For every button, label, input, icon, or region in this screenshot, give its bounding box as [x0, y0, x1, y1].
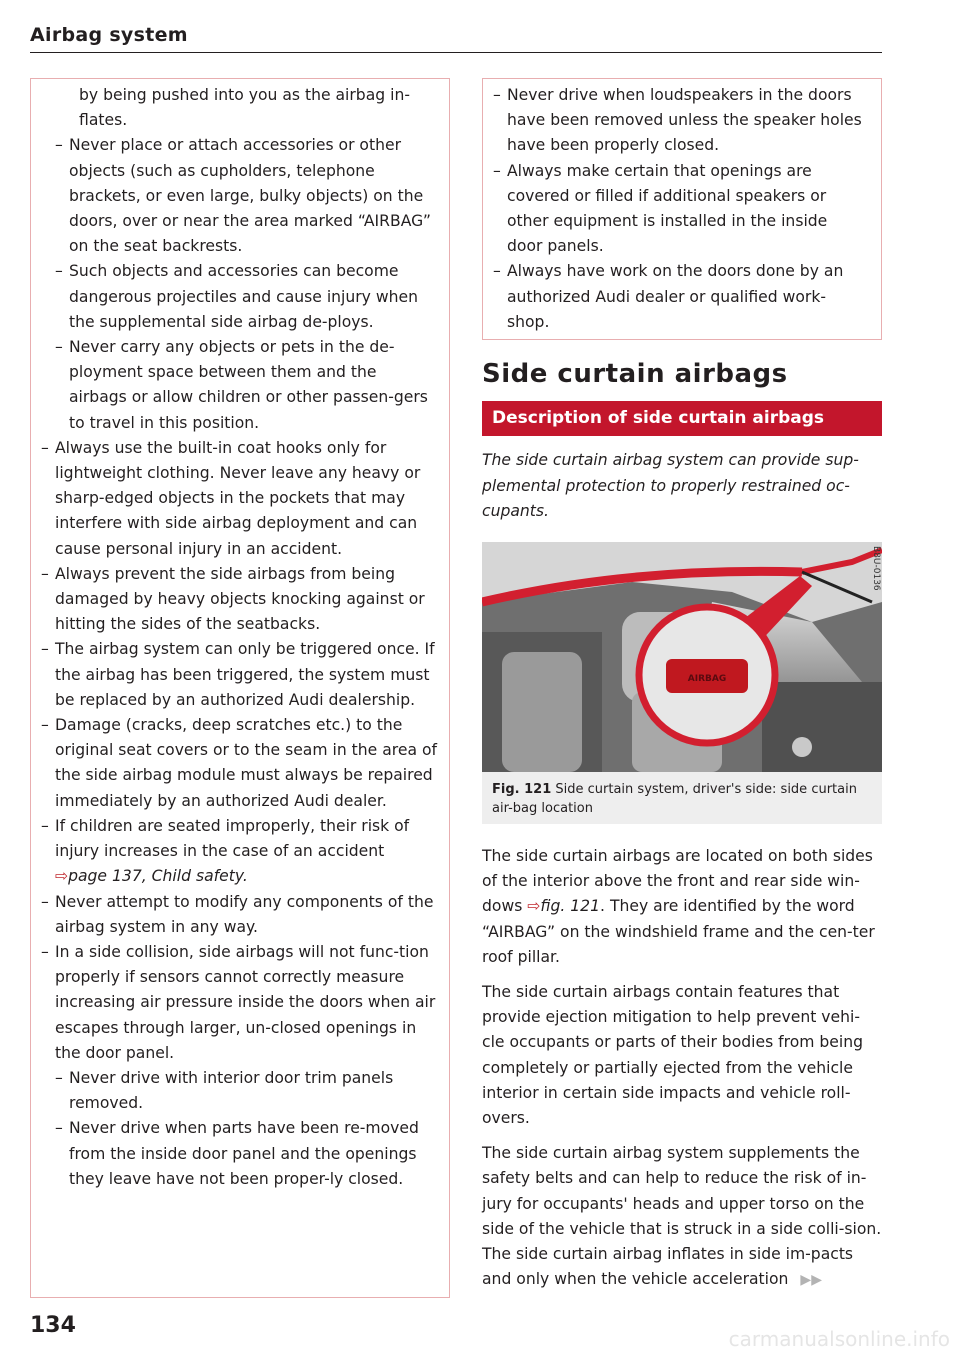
link-arrow-icon: ⇨ — [55, 867, 69, 886]
list-item: – Never place or attach accessories or other objects (such as cupholders, telephone brackets, or even large, bulky objects) on the doors, over or near the area marked “AIRBAG” on the seat backrests. — [55, 133, 437, 259]
list-item: – Always prevent the side airbags from being damaged by heavy objects knocking against or hitting the sides of the seatbacks. — [41, 562, 437, 638]
warning-intro-text: by being pushed into you as the airbag in-flates. — [79, 86, 410, 130]
children-item-text: If children are seated improperly, their risk of injury increases in the case of an accident — [55, 816, 410, 861]
continue-arrow-icon: ▶▶ — [800, 1272, 822, 1289]
warning-box-right — [482, 78, 882, 340]
figure-caption — [482, 772, 882, 824]
page-number: 134 — [30, 1313, 76, 1338]
list-item: – The airbag system can only be triggered once. If the airbag has been triggered, the system must be replaced by an authorized Audi dealership. — [41, 637, 437, 713]
list-item: – Never carry any objects or pets in the de-ployment space between them and the airbags or allow children or other passen-gers to travel in this position. — [55, 335, 437, 436]
header-rule — [30, 52, 882, 53]
list-item: – In a side collision, side airbags will not func-tion properly if sensors cannot correctly measure increasing air pressure inside the doors when air escapes through larger, un-closed openings in the door panel. — [41, 940, 437, 1066]
left-column — [30, 78, 450, 1298]
paragraph-text: The side curtain airbag system supplements the safety belts and can help to reduce the risk of in-jury for occupants' heads and upper torso on the side of the vehicle that is struck in a side colli-sion. The side curtain airbag inflates in side im-pacts and only when the vehicle acceleration — [482, 1144, 882, 1289]
list-item-children — [41, 814, 437, 890]
child-safety-link-text: page 137, Child safety. — [68, 867, 248, 886]
warning-sublist-2 — [55, 1066, 437, 1192]
list-item: – Such objects and accessories can become dangerous projectiles and cause injury when the supplemental side airbag de-ploys. — [55, 259, 437, 335]
figure-caption-label: Fig. 121 — [492, 782, 552, 798]
list-item: – Always make certain that openings are covered or filled if additional speakers or other equipment is installed in the inside door panels. — [493, 159, 867, 260]
warning-sublist-1 — [55, 133, 437, 435]
side-curtain-airbag-illustration — [482, 542, 882, 772]
watermark-text: carmanualsonline.info — [728, 1327, 950, 1351]
list-item: – Damage (cracks, deep scratches etc.) to the original seat covers or to the seam in the area of the side airbag module must always be repaired immediately by an authorized Audi dealer. — [41, 713, 437, 814]
list-item: – Never drive when loudspeakers in the doors have been removed unless the speaker holes have been properly closed. — [493, 83, 867, 159]
body-paragraph-2: The side curtain airbags contain features that provide ejection mitigation to help prevent vehi-cle occupants or parts of their bodies from being completely or partially ejected from the vehicle interior in certain side impacts and vehicle roll-overs. — [482, 983, 864, 1128]
section-title: Side curtain airbags — [482, 359, 788, 390]
figure-code: B8U-0136 — [871, 546, 881, 591]
figure-caption-text: Side curtain system, driver's side: side curtain air-bag location — [492, 782, 857, 817]
paragraph-text: . They are identified by the word “AIRBAG” on the windshield frame and the cen-ter roof pillar. — [482, 897, 875, 966]
section-lead-text: The side curtain airbag system can provide sup-plemental protection to properly restrained oc-cupants. — [482, 451, 859, 520]
body-paragraph-1 — [482, 844, 882, 970]
list-item: – Never attempt to modify any components of the airbag system in any way. — [41, 890, 437, 940]
subsection-title-bar: Description of side curtain airbags — [482, 401, 882, 436]
child-safety-link[interactable] — [55, 867, 248, 885]
fig-reference-link[interactable] — [527, 897, 600, 915]
paragraph-text: The side curtain airbags are located on both sides of the interior above the front and rear side win-dows — [482, 847, 873, 916]
airbag-badge-label: AIRBAG — [687, 674, 727, 685]
figure-121 — [482, 542, 882, 824]
right-column — [482, 78, 882, 1304]
warning-list-right — [493, 83, 867, 335]
warning-list-1 — [41, 436, 437, 1066]
list-item: – Always use the built-in coat hooks only for lightweight clothing. Never leave any heavy or sharp-edged objects in the pockets that may interfere with side airbag deployment and can cause personal injury in an accident. — [41, 436, 437, 562]
list-item: – Never drive with interior door trim panels removed. — [55, 1066, 437, 1116]
link-arrow-icon: ⇨ — [527, 897, 541, 916]
warning-box-left — [30, 78, 450, 1298]
list-item: – Never drive when parts have been re-moved from the inside door panel and the openings they leave have not been proper-ly closed. — [55, 1116, 437, 1192]
fig-reference-text: fig. 121 — [540, 897, 601, 916]
list-item: – Always have work on the doors done by an authorized Audi dealer or qualified work-shop. — [493, 259, 867, 335]
page-header-title: Airbag system — [30, 24, 188, 46]
body-paragraph-3 — [482, 1141, 882, 1293]
